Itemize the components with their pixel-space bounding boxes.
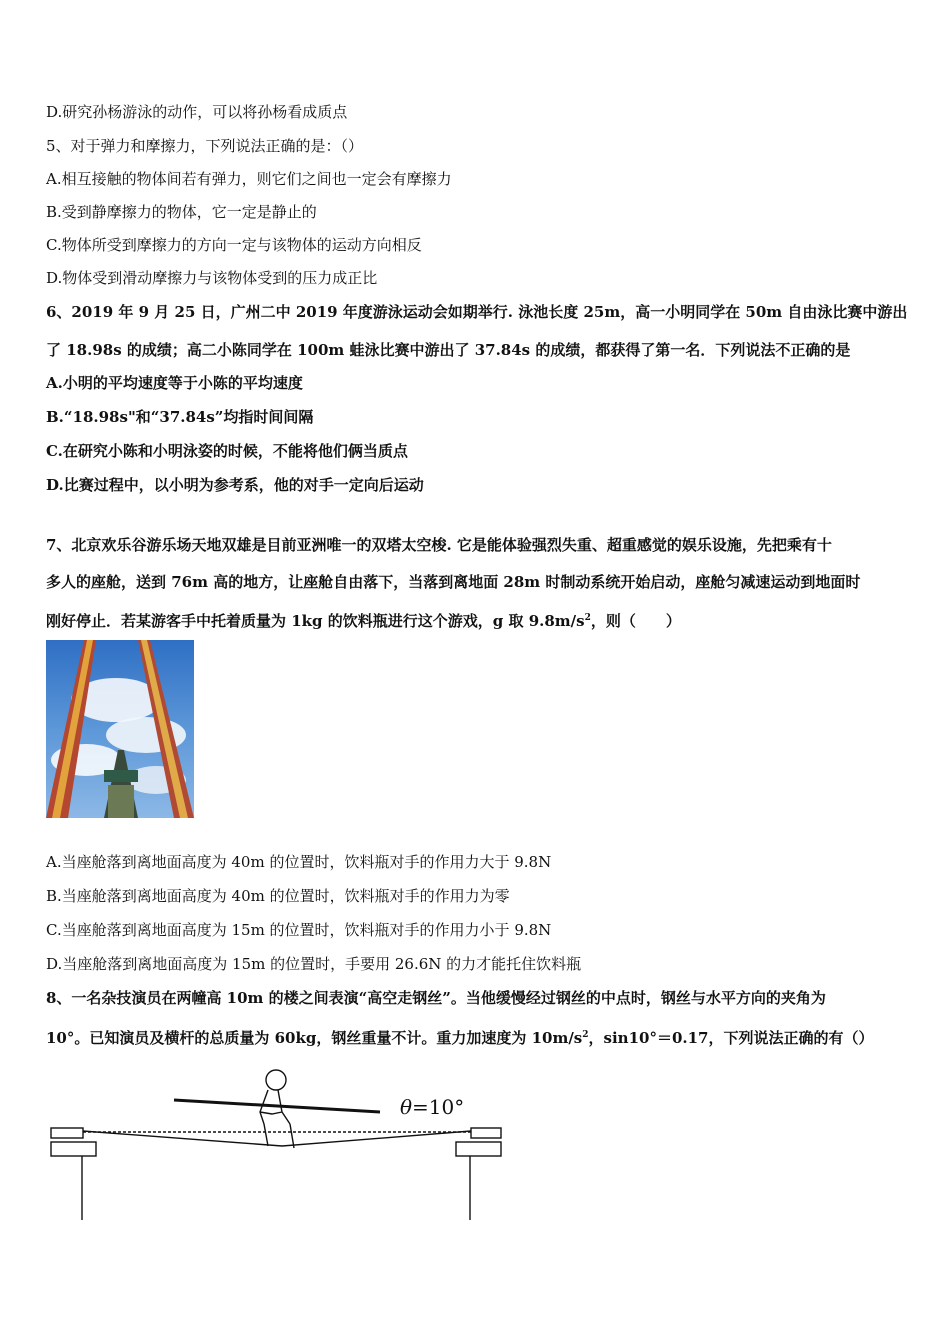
q5-option-d: D.物体受到滑动摩擦力与该物体受到的压力成正比	[46, 269, 378, 287]
q4-option-d: D.研究孙杨游泳的动作，可以将孙杨看成质点	[46, 103, 348, 121]
q7-option-a: A.当座舱落到离地面高度为 40m 的位置时，饮料瓶对手的作用力大于 9.8N	[46, 853, 552, 871]
q6-option-d: D.比赛过程中，以小明为参考系，他的对手一定向后运动	[46, 476, 424, 494]
q7-option-c: C.当座舱落到离地面高度为 15m 的位置时，饮料瓶对手的作用力小于 9.8N	[46, 921, 552, 939]
q6-option-c: C.在研究小陈和小明泳姿的时候，不能将他们俩当质点	[46, 442, 408, 460]
drop-tower-photo	[46, 640, 194, 818]
q7-option-d: D.当座舱落到离地面高度为 15m 的位置时，手要用 26.6N 的力才能托住饮料瓶	[46, 955, 582, 973]
q8-stem-line-2: 10°。已知演员及横杆的总质量为 60kg，钢丝重量不计。重力加速度为 $10m/s^2$，sin10°＝0.17，下列说法正确的有（）	[46, 1029, 874, 1047]
q7-stem-line-3: 刚好停止．若某游客手中托着质量为 1kg 的饮料瓶进行这个游戏，g 取 $9.8m/s^2$，则（ ）	[46, 612, 681, 630]
q5-stem: 5、对于弹力和摩擦力，下列说法正确的是：（）	[46, 137, 364, 155]
q8-stem-line-1: 8、一名杂技演员在两幢高 10m 的楼之间表演“高空走钢丝”。当他缓慢经过钢丝的中点时，钢丝与水平方向的夹角为	[46, 989, 826, 1007]
q6-stem-line-2: 了 18.98s 的成绩；高二小陈同学在 100m 蛙泳比赛中游出了 37.84s 的成绩，都获得了第一名．下列说法不正确的是	[46, 341, 851, 359]
q6-stem-line-1: 6、2019 年 9 月 25 日，广州二中 2019 年度游泳运动会如期举行. 泳池长度 25m，高一小明同学在 50m 自由泳比赛中游出	[46, 303, 908, 321]
q5-option-b: B.受到静摩擦力的物体，它一定是静止的	[46, 203, 317, 221]
q6-option-b: B.“18.98s"和“37.84s”均指时间间隔	[46, 408, 314, 426]
q7-stem-line-2: 多人的座舱，送到 76m 高的地方，让座舱自由落下，当落到离地面 28m 时制动系统开始启动，座舱匀减速运动到地面时	[46, 573, 861, 591]
tightrope-diagram	[46, 1062, 516, 1230]
q5-option-c: C.物体所受到摩擦力的方向一定与该物体的运动方向相反	[46, 236, 422, 254]
q5-option-a: A.相互接触的物体间若有弹力，则它们之间也一定会有摩擦力	[46, 170, 452, 188]
q7-stem-line-1: 7、北京欢乐谷游乐场天地双雄是目前亚洲唯一的双塔太空梭. 它是能体验强烈失重、超重感觉的娱乐设施，先把乘有十	[46, 536, 832, 554]
theta-label: θ=10°	[400, 1095, 465, 1119]
q7-option-b: B.当座舱落到离地面高度为 40m 的位置时，饮料瓶对手的作用力为零	[46, 887, 510, 905]
q6-option-a: A.小明的平均速度等于小陈的平均速度	[46, 374, 303, 392]
